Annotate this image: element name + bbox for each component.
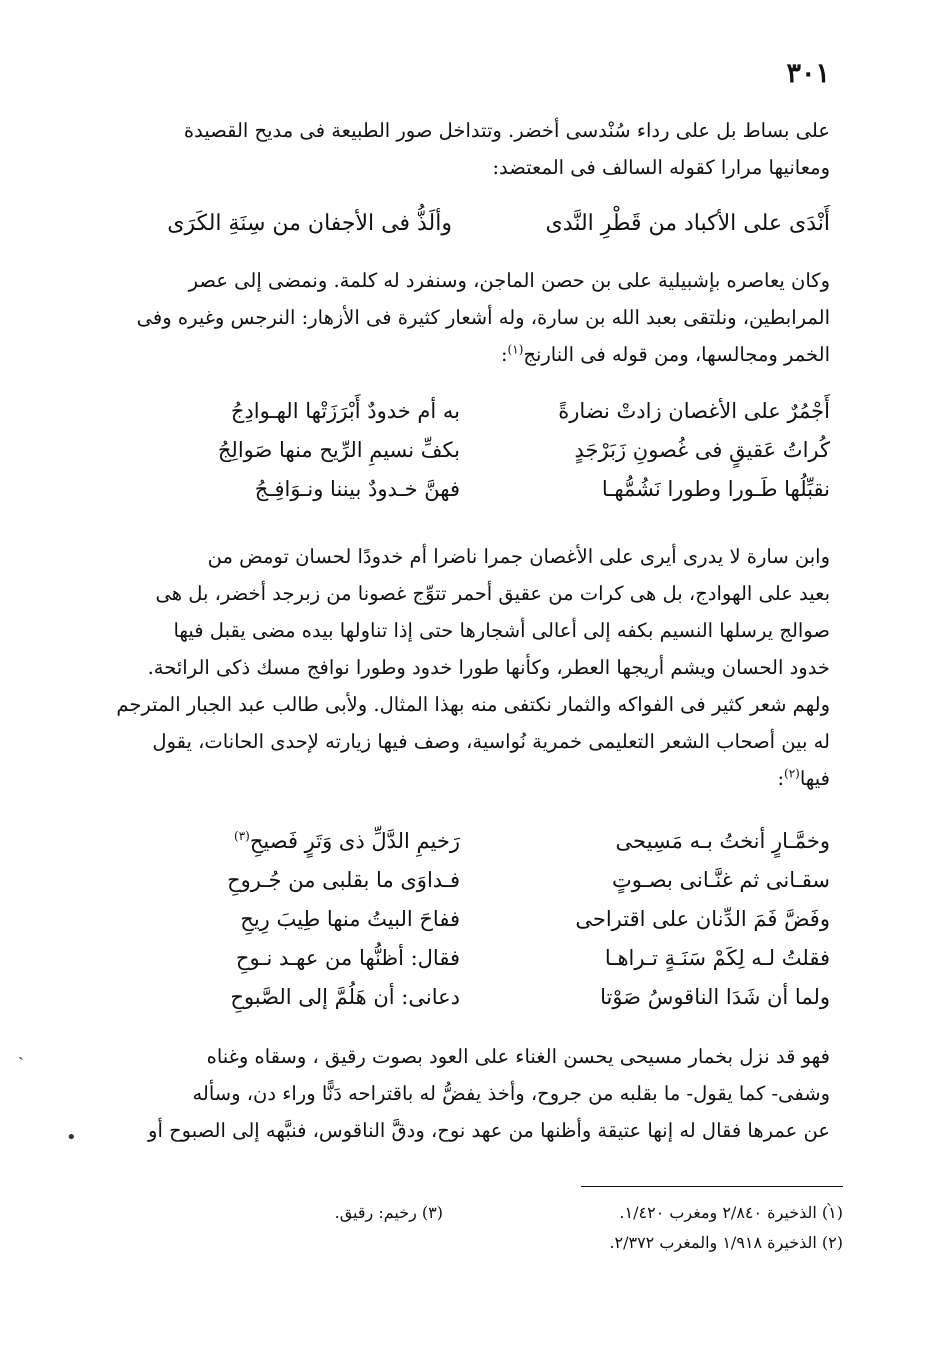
verse-first-hemistich: ولما أن شَدَا الناقوسُ صَوْتا	[600, 985, 830, 1009]
verse-first-hemistich: وخمَّـارٍ أنختُ بـه مَسِيحى	[615, 829, 830, 853]
text-line	[90, 760, 830, 797]
verse-line	[90, 939, 830, 978]
verse-second-hemistich: وألَذُّ فى الأجفان من سِنَةِ الكَرَى	[167, 211, 452, 236]
verse-second-hemistich: فقال: أظنُّها من عهـد نـوحِ	[235, 946, 460, 970]
text-fragment: :	[777, 767, 785, 790]
verse-line	[90, 431, 830, 470]
verse-first-hemistich: وفَضَّ فَمَ الدِّنان على اقتراحى	[575, 907, 830, 931]
verse-first-hemistich: كُراتُ عَقيقٍ فى غُصونِ زَبَرْجَدٍ	[574, 438, 830, 462]
text-line	[90, 336, 830, 373]
text-fragment: فيها	[799, 767, 830, 790]
poem-oranges	[90, 392, 830, 509]
stray-dot: •	[66, 1127, 77, 1148]
poem-tavern	[90, 822, 830, 1017]
text-fragment: الخمر ومجالسها، ومن قوله فى النارنج	[523, 343, 830, 366]
text-line: بعيد على الهوادج، بل هى كرات من عقيق أحمر تتوِّج غصونا من زبرجد أخضر، بل هى	[155, 582, 830, 605]
text-line: المرابطين، ونلتقى بعبد الله بن سارة، وله أشعار كثيرة فى الأزهار: النرجس وغيره وفى	[136, 306, 830, 329]
verse-first-hemistich: أَجْمُرٌ على الأغصان زادتْ نضارةً	[558, 399, 830, 423]
footnote-empty	[123, 1228, 443, 1258]
paragraph-ibn-sara	[90, 262, 830, 373]
footnotes	[123, 1198, 843, 1258]
text-line: وابن سارة لا يدرى أيرى على الأغصان جمرا ناضرا أم خدودًا لحسان تومض من	[207, 545, 830, 568]
verse-line	[90, 470, 830, 509]
stray-mark: ˏ	[826, 1186, 832, 1207]
verse-first-hemistich: فقلتُ لـه لِكَمْ سَنَـةٍ تـراهـا	[604, 946, 830, 970]
text-line: له بين أصحاب الشعر التعليمى خمرية نُواسية، وصف فيها زيارته لإحدى الحانات، يقول	[152, 730, 830, 753]
verse-second-hemistich: فـداوَى ما بقلبى من جُـروحِ	[227, 868, 460, 892]
verse-second-hemistich: ففاحَ البيتُ منها طِيبَ رِيحِ	[240, 907, 460, 931]
text-fragment: :	[500, 343, 508, 366]
paragraph-commentary	[90, 538, 830, 797]
text-line: وكان يعاصره بإشبيلية على بن حصن الماجن، وسنفرد له كلمة. ونمضى إلى عصر	[188, 269, 830, 292]
text-line: خدود الحسان ويشم أريجها العطر، وكأنها طورا خدود وطورا نوافج مسك ذكى الرائحة.	[147, 656, 830, 679]
footnote-row	[123, 1228, 843, 1258]
text-fragment: رَخيمِ الدَّلِّ ذى وَتَرٍ فَصيحِ	[249, 829, 460, 853]
footnote-ref-2: (٢)	[784, 766, 800, 781]
paragraph-intro	[90, 112, 830, 186]
page-number: ٣٠١	[786, 58, 830, 89]
verse-second-hemistich: به أم خدودٌ أَبْرَزَتْها الهـوادِجُ	[230, 399, 460, 423]
verse-line	[90, 978, 830, 1017]
verse-line	[90, 392, 830, 431]
text-line: ومعانيها مرارا كقوله السالف فى المعتضد:	[492, 156, 830, 179]
footnote-ref-3: (٣)	[234, 829, 250, 843]
verse-line	[90, 861, 830, 900]
verse-second-hemistich: بكفِّ نسيمِ الرِّيح منها صَوالِجُ	[217, 438, 460, 462]
text-line: ولهم شعر كثير فى الفواكه والثمار نكتفى منه بهذا المثال. ولأبى طالب عبد الجبار المترجم	[116, 693, 830, 716]
verse-first-hemistich: نقبِّلُها طَـورا وطورا نَشُمُّهـا	[601, 477, 830, 501]
verse-quote	[90, 203, 830, 245]
paragraph-explanation	[90, 1038, 830, 1149]
text-line: فهو قد نزل بخمار مسيحى يحسن الغناء على العود بصوت رقيق ، وسقاه وغناه	[206, 1045, 830, 1068]
verse-line	[90, 203, 830, 245]
verse-line	[90, 822, 830, 861]
footnote-3: (٣) رخيم: رقيق.	[334, 1203, 443, 1222]
text-line: على بساط بل على رداء سُنْدسى أخضر. وتتداخل صور الطبيعة فى مديح القصيدة	[183, 119, 830, 142]
verse-second-hemistich: دعانى: أن هَلُمَّ إلى الصَّبوحِ	[230, 985, 460, 1009]
verse-first-hemistich: سقـانى ثم غنَّـانى بصـوتٍ	[611, 868, 830, 892]
footnote-ref-1: (١)	[507, 342, 524, 357]
text-line: عن عمرها فقال له إنها عتيقة وأظنها من عهد نوح، ودقَّ الناقوس، فنبَّهه إلى الصبوح أو	[148, 1119, 830, 1142]
verse-line	[90, 900, 830, 939]
footnote-2: (٢) الذخيرة ١/٩١٨ والمغرب ٢/٣٧٢.	[609, 1233, 843, 1252]
verse-second-hemistich: فهنَّ خـدودٌ بيننا ونـوَافِـجُ	[254, 477, 460, 501]
footnote-1: (١) الذخيرة ٢/٨٤٠ ومغرب ١/٤٢٠.	[619, 1203, 843, 1222]
footnote-row	[123, 1198, 843, 1228]
verse-first-hemistich: أَنْدَى على الأكباد من قَطْرِ النَّدى	[545, 211, 830, 236]
footnote-divider	[581, 1186, 843, 1187]
text-line: صوالج يرسلها النسيم بكفه إلى أعالى أشجارها حتى إذا تناولها بيده مضى يقبل فيها	[173, 619, 830, 642]
stray-mark: ˏ	[18, 1040, 24, 1061]
text-line: وشفى- كما يقول- ما بقلبه من جروح، وأخذ يفضُّ له باقتراحه دَنًّا وراء دن، وسأله	[192, 1082, 830, 1105]
verse-second-hemistich	[130, 822, 460, 861]
